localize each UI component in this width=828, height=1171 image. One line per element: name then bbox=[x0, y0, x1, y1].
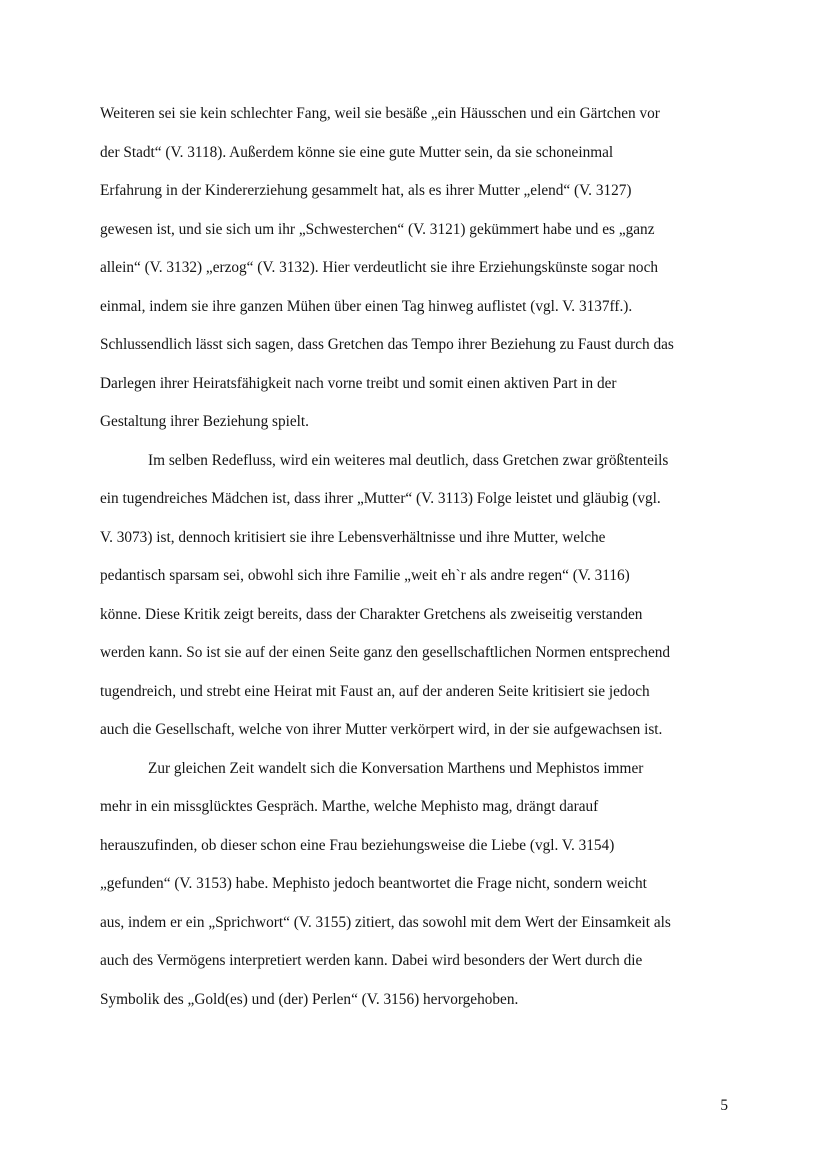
text-line: auch die Gesellschaft, welche von ihrer Mutter verkörpert wird, in der sie aufgewachsen ist. bbox=[100, 721, 663, 738]
text-line: herauszufinden, ob dieser schon eine Frau beziehungsweise die Liebe (vgl. V. 3154) bbox=[100, 836, 615, 854]
paragraph-first-line: Zur gleichen Zeit wandelt sich die Konversation Marthens und Mephistos immer bbox=[148, 759, 644, 777]
text-line: Symbolik des „Gold(es) und (der) Perlen“ (V. 3156) hervorgehoben. bbox=[100, 990, 519, 1008]
text-line: Erfahrung in der Kindererziehung gesammelt hat, als es ihrer Mutter „elend“ (V. 3127) bbox=[100, 182, 632, 199]
text-line: könne. Diese Kritik zeigt bereits, dass der Charakter Gretchens als zweiseitig verstanden bbox=[100, 605, 643, 623]
text-line: der Stadt“ (V. 3118). Außerdem könne sie eine gute Mutter sein, da sie schoneinmal bbox=[100, 143, 614, 161]
text-line: Schlussendlich lässt sich sagen, dass Gretchen das Tempo ihrer Beziehung zu Faust durch das bbox=[100, 336, 674, 353]
text-line: V. 3073) ist, dennoch kritisiert sie ihre Lebensverhältnisse und ihre Mutter, welche bbox=[100, 528, 606, 546]
paragraph-first-line: Im selben Redefluss, wird ein weiteres mal deutlich, dass Gretchen zwar größtenteils bbox=[148, 451, 669, 469]
text-line: werden kann. So ist sie auf der einen Seite ganz den gesellschaftlichen Normen entsprechend bbox=[100, 644, 671, 661]
text-line: Weiteren sei sie kein schlechter Fang, weil sie besäße „ein Häusschen und ein Gärtchen vor bbox=[100, 105, 660, 122]
text-line: tugendreich, und strebt eine Heirat mit Faust an, auf der anderen Seite kritisiert sie jedoch bbox=[100, 682, 650, 700]
body-text bbox=[100, 95, 728, 1019]
text-line: Darlegen ihrer Heiratsfähigkeit nach vorne treibt und somit einen aktiven Part in der bbox=[100, 374, 617, 392]
text-line: einmal, indem sie ihre ganzen Mühen über einen Tag hinweg auflistet (vgl. V. 3137ff.). bbox=[100, 297, 633, 315]
text-line: gewesen ist, und sie sich um ihr „Schwesterchen“ (V. 3121) gekümmert habe und es „ganz bbox=[100, 220, 655, 238]
page-number: 5 bbox=[720, 1097, 728, 1114]
text-line: „gefunden“ (V. 3153) habe. Mephisto jedoch beantwortet die Frage nicht, sondern weicht bbox=[100, 875, 647, 892]
text-line: auch des Vermögens interpretiert werden kann. Dabei wird besonders der Wert durch die bbox=[100, 952, 643, 969]
text-line: mehr in ein missglücktes Gespräch. Marthe, welche Mephisto mag, drängt darauf bbox=[100, 798, 599, 815]
text-line: aus, indem er ein „Sprichwort“ (V. 3155) zitiert, das sowohl mit dem Wert der Einsamkeit als bbox=[100, 913, 671, 931]
text-line: pedantisch sparsam sei, obwohl sich ihre Familie „weit eh`r als andre regen“ (V. 3116) bbox=[100, 567, 630, 584]
text-line: Gestaltung ihrer Beziehung spielt. bbox=[100, 413, 310, 430]
text-line: ein tugendreiches Mädchen ist, dass ihrer „Mutter“ (V. 3113) Folge leistet und gläubig (vgl. bbox=[100, 490, 661, 507]
text-line: allein“ (V. 3132) „erzog“ (V. 3132). Hier verdeutlicht sie ihre Erziehungskünste sogar noch bbox=[100, 259, 659, 276]
